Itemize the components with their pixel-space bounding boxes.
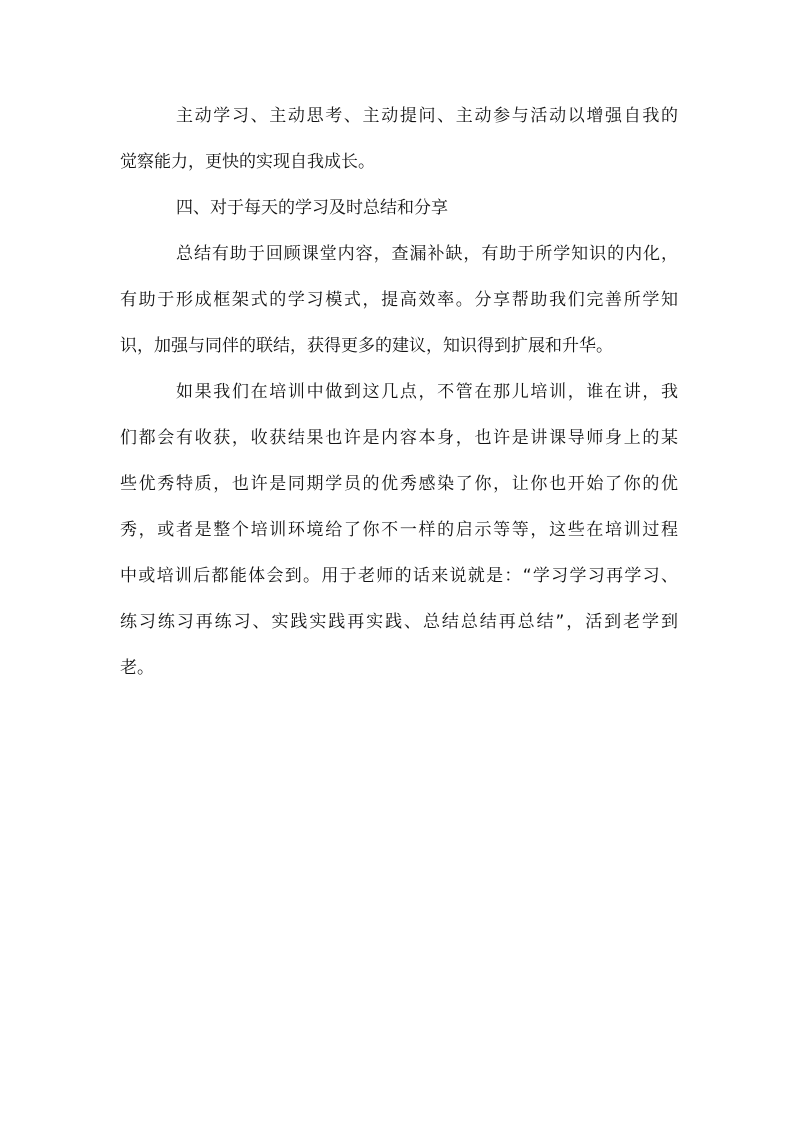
paragraph-line: 练习练习再练习、实践实践再实践、总结总结再总结”，活到老学到 <box>120 612 678 632</box>
paragraph-line: 些优秀特质，也许是同期学员的优秀感染了你，让你也开始了你的优 <box>120 474 678 494</box>
document-page <box>120 93 678 691</box>
paragraph-line: 们都会有收获，收获结果也许是内容本身，也许是讲课导师身上的某 <box>120 428 678 448</box>
paragraph-line: 如果我们在培训中做到这几点，不管在那儿培训，谁在讲，我 <box>176 382 678 402</box>
paragraph-line: 识，加强与同伴的联结，获得更多的建议，知识得到扩展和升华。 <box>120 336 613 356</box>
paragraph-line: 秀，或者是整个培训环境给了你不一样的启示等等，这些在培训过程 <box>120 520 678 540</box>
paragraph-line: 总结有助于回顾课堂内容，查漏补缺，有助于所学知识的内化， <box>176 244 678 264</box>
paragraph-line: 有助于形成框架式的学习模式，提高效率。分享帮助我们完善所学知 <box>120 290 678 310</box>
paragraph-line: 老。 <box>120 658 154 678</box>
section-heading: 四、对于每天的学习及时总结和分享 <box>176 198 448 218</box>
paragraph-line: 主动学习、主动思考、主动提问、主动参与活动以增强自我的 <box>176 106 678 126</box>
paragraph-line: 觉察能力，更快的实现自我成长。 <box>120 152 375 172</box>
paragraph-line: 中或培训后都能体会到。用于老师的话来说就是：“学习学习再学习、 <box>120 566 678 586</box>
